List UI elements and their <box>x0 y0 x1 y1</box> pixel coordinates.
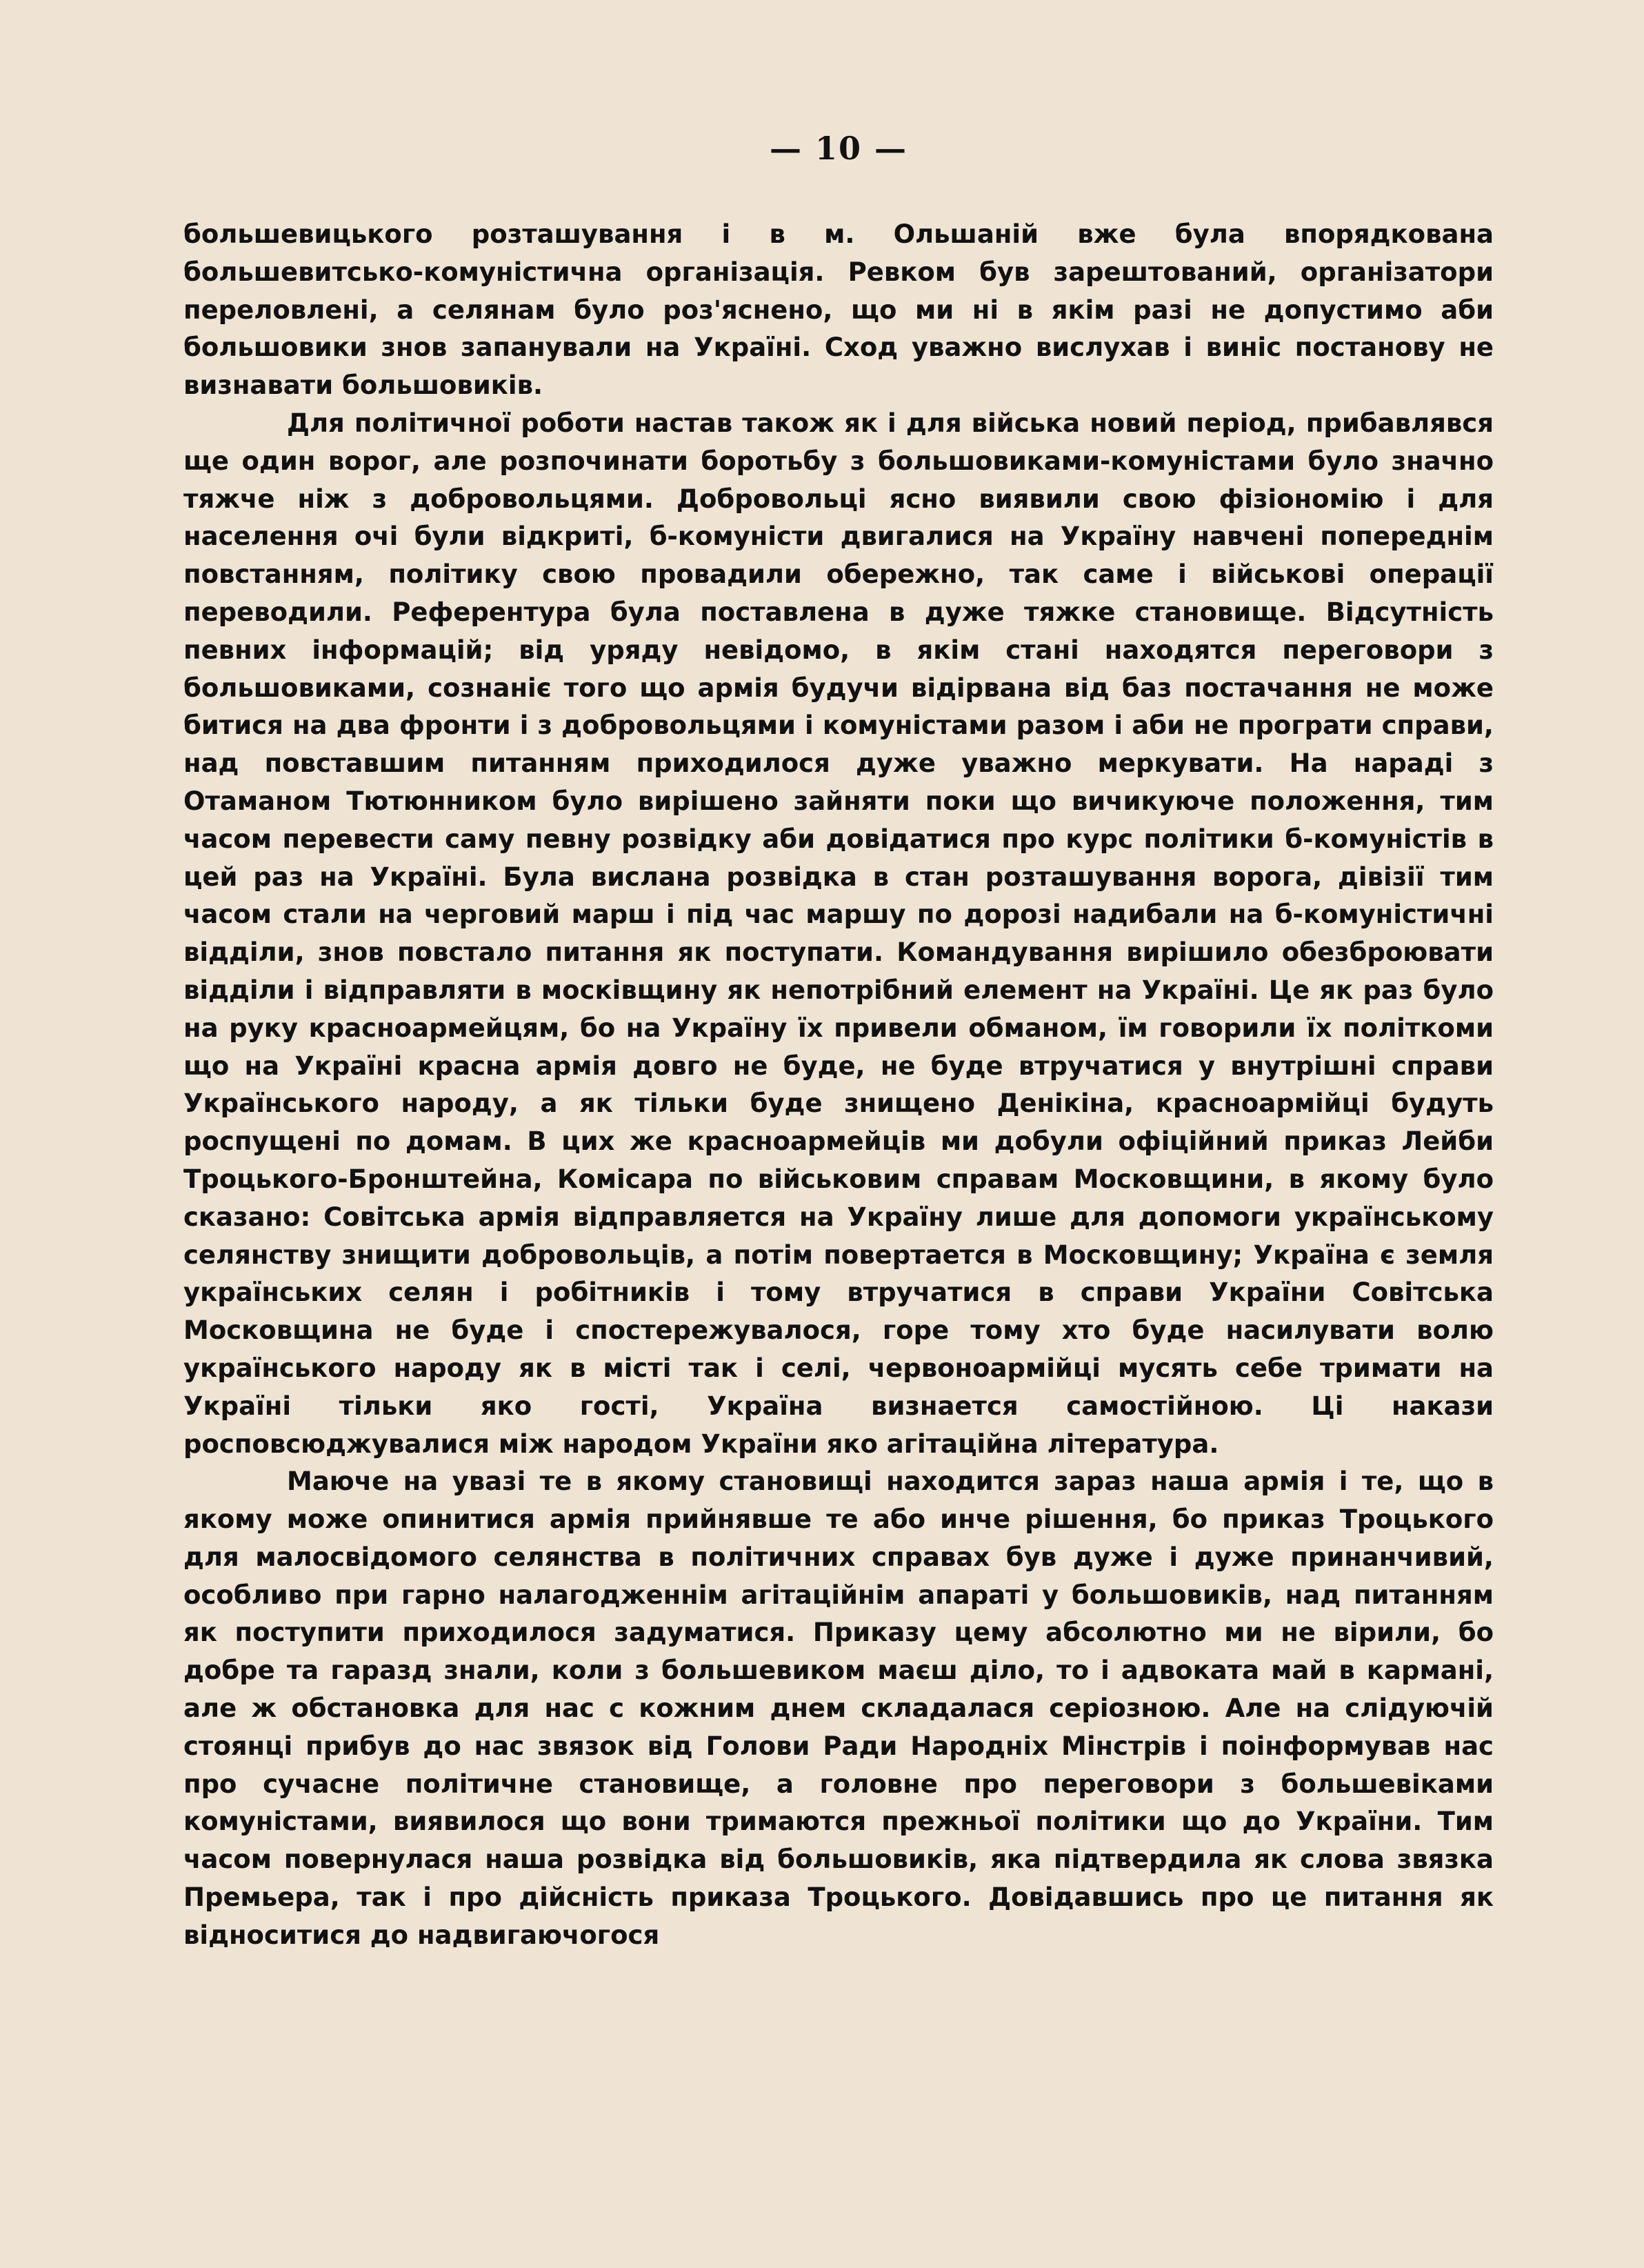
paragraph-1: большевицького розташування і в м. Ольшаній вже була впорядкована большевитсько-комуністична організація. Ревком був зарештований, організатори переловлені, а селянам було роз'яснено, що ми ні в якім разі не допустимо аби большовики знов запанували на Україні. Сход уважно вислухав і виніс постанову не визнавати большовиків. <box>183 219 1494 401</box>
paragraph-2: Для політичної роботи настав також як і для війська новий період, прибавлявся ще один ворог, але розпочинати боротьбу з большовиками-комуністами було значно тяжче ніж з добровольцями. Добровольці ясно виявили свою фізіономію і для населення очі були відкриті, б-комуністи двигалися на Україну навчені попереднім повстанням, політику свою провадили обережно, так саме і військові операції переводили. Референтура була поставлена в дуже тяжке становище. Відсутність певних інформацій; від уряду невідомо, в якім стані находятся переговори з большовиками, сознаніє того що армія будучи відірвана від баз постачання не може битися на два фронти і з добровольцями і комуністами разом і аби не програти справи, над повставшим питанням приходилося дуже уважно меркувати. На нараді з Отаманом Тютюнником було вирішено зайняти поки що вичикуюче положення, тим часом перевести саму певну розвідку аби довідатися про курс політики б-комуністів в цей раз на Україні. Була вислана розвідка в стан розташування ворога, дівізії тим часом стали на черговий марш і під час маршу по дорозі надибали на б-комуністичні відділи, знов повстало питання як поступати. Командування вирішило обезброювати відділи і відправляти в москівщину як непотрібний елемент на Україні. Це як раз було на руку красноармейцям, бо на Україну їх привели обманом, їм говорили їх політкоми що на Україні красна армія довго не буде, не буде втручатися у внутрішні справи Українського народу, а як тільки буде знищено Денікіна, красноармійці будуть роспущені по домам. В цих же красноармейців ми добули офіційний приказ Лейби Троцького-Бронштейна, Комісара по військовим справам Московщини, в якому було сказано: Совітська армія відправляется на Україну лише для допомоги українському селянству знищити добровольців, а потім повертается в Московщину; Україна є земля українських селян і робітників і тому втручатися в справи України Совітська Московщина не буде і спостережувалося, горе тому хто буде насилувати волю українського народу як в місті так і селі, червоноармійці мусять себе тримати на Україні тільки яко гості, Україна визнается самостійною. Ці накази росповсюджувалися між народом України яко агітаційна література. <box>183 408 1494 1459</box>
paragraph-3: Маюче на увазі те в якому становищі находится зараз наша армія і те, що в якому може опинитися армія прийнявше те або инче рішення, бо приказ Троцького для малосвідомого селянства в політичних справах був дуже і дуже принанчивий, особливо при гарно налагодженнім агітаційнім апараті у большовиків, над питанням як поступити приходилося задуматися. Приказу цему абсолютно ми не вірили, бо добре та гаразд знали, коли з большевиком маєш діло, то і адвоката май в кармані, але ж обстановка для нас с кожним днем складалася серіозною. Але на слідуючій стоянці прибув до нас звязок від Голови Ради Народніх Мінстрів і поінформував нас про сучасне політичне становище, а головне про переговори з большевіками комуністами, виявилося що вони тримаются прежньої політики що до України. Тим часом повернулася наша розвідка від большовиків, яка підтвердила як слова звязка Премьера, так і про дійсність приказа Троцького. Довідавшись про це питання як відноситися до надвигаючогося <box>183 1466 1494 1950</box>
page-number: — 10 — <box>769 130 908 167</box>
page-body <box>183 216 1494 1955</box>
